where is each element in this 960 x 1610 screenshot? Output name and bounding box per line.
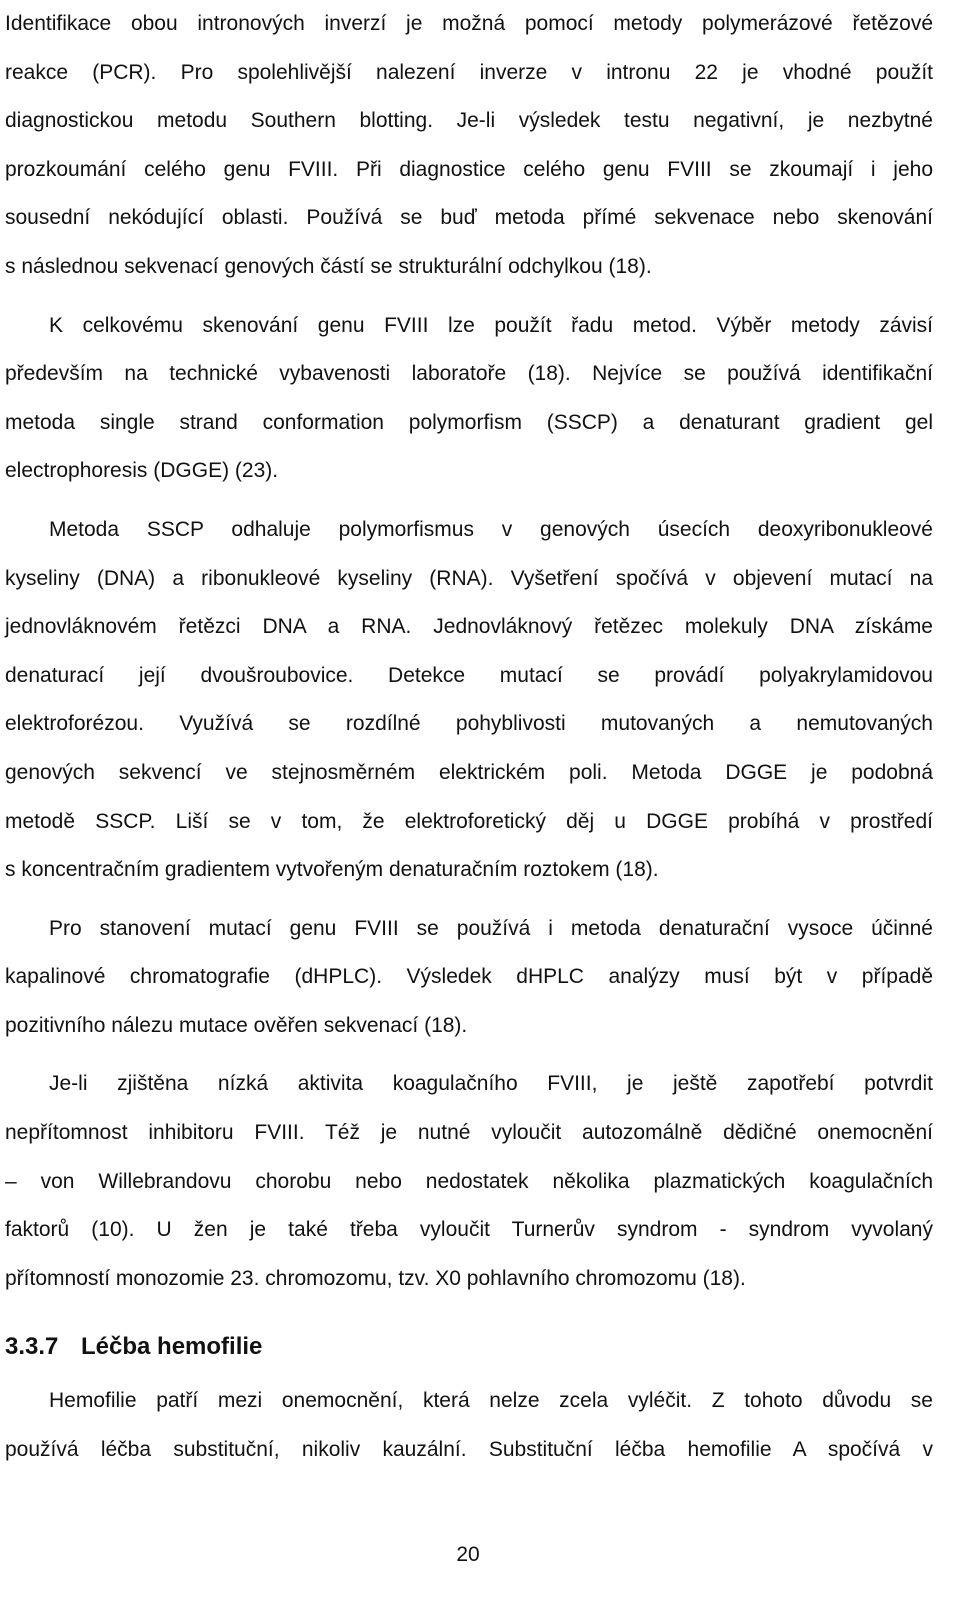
section-heading	[5, 1323, 933, 1371]
text-line: sousední nekódující oblasti. Používá se buď metoda přímé sekvenace nebo skenování	[5, 206, 933, 230]
paragraph-inhibitor-check	[5, 1060, 933, 1303]
text-line: diagnostickou metodu Southern blotting. Je-li výsledek testu negativní, je nezbytné	[5, 109, 933, 133]
text-line: electrophoresis (DGGE) (23).	[5, 459, 279, 483]
text-line: denaturací její dvoušroubovice. Detekce mutací se provádí polyakrylamidovou	[5, 663, 933, 687]
paragraph-spacer	[5, 496, 933, 506]
text-line: – von Willebrandovu chorobu nebo nedostatek několika plazmatických koagulačních	[5, 1169, 933, 1193]
paragraph-dhplc	[5, 905, 933, 1051]
text-line: metodě SSCP. Liší se v tom, že elektroforetický děj u DGGE probíhá v prostředí	[5, 809, 933, 833]
text-line: Hemofilie patří mezi onemocnění, která nelze zcela vyléčit. Z tohoto důvodu se	[49, 1389, 933, 1413]
text-line: s následnou sekvenací genových částí se strukturální odchylkou (18).	[5, 254, 652, 278]
page-number: 20	[456, 1543, 480, 1566]
paragraph-spacer	[5, 895, 933, 905]
section-number: 3.3.7	[5, 1333, 59, 1361]
text-line: kyseliny (DNA) a ribonukleové kyseliny (RNA). Vyšetření spočívá v objevení mutací na	[5, 566, 933, 590]
text-line: kapalinové chromatografie (dHPLC). Výsledek dHPLC analýzy musí být v případě	[5, 965, 933, 989]
text-line: Metoda SSCP odhaluje polymorfismus v genových úsecích deoxyribonukleové	[49, 517, 933, 541]
paragraph-scanning-methods	[5, 302, 933, 496]
text-line: Identifikace obou intronových inverzí je možná pomocí metody polymerázové řetězové	[5, 12, 933, 35]
text-line: prozkoumání celého genu FVIII. Při diagnostice celého genu FVIII se zkoumají i jeho	[5, 157, 933, 181]
paragraph-spacer	[5, 1050, 933, 1060]
text-line: faktorů (10). U žen je také třeba vyloučit Turnerův syndrom - syndrom vyvolaný	[5, 1218, 933, 1242]
paragraph-pcr-diagnostics	[5, 0, 933, 292]
text-line: metoda single strand conformation polymorfism (SSCP) a denaturant gradient gel	[5, 410, 933, 434]
text-line: jednovláknovém řetězci DNA a RNA. Jednovláknový řetězec molekuly DNA získáme	[5, 615, 933, 639]
document-page	[5, 0, 933, 1475]
text-line: Je-li zjištěna nízká aktivita koagulačního FVIII, je ještě zapotřebí potvrdit	[49, 1072, 933, 1096]
text-line: především na technické vybavenosti laboratoře (18). Nejvíce se používá identifikační	[5, 362, 933, 386]
text-line: Pro stanovení mutací genu FVIII se používá i metoda denaturační vysoce účinné	[49, 916, 933, 940]
text-line: genových sekvencí ve stejnosměrném elektrickém poli. Metoda DGGE je podobná	[5, 760, 933, 784]
paragraph-sscp-method	[5, 506, 933, 895]
text-line: K celkovému skenování genu FVIII lze použít řadu metod. Výběr metody závisí	[49, 313, 933, 337]
text-line: pozitivního nálezu mutace ověřen sekvenací (18).	[5, 1013, 468, 1037]
text-line: používá léčba substituční, nikoliv kauzální. Substituční léčba hemofilie A spočívá v	[5, 1438, 933, 1462]
text-line: nepřítomnost inhibitoru FVIII. Též je nutné vyloučit autozomálně dědičné onemocnění	[5, 1121, 933, 1145]
text-line: elektroforézou. Využívá se rozdílné pohyblivosti mutovaných a nemutovaných	[5, 712, 933, 736]
paragraph-spacer	[5, 292, 933, 302]
paragraph-treatment	[5, 1377, 933, 1474]
text-line: s koncentračním gradientem vytvořeným denaturačním roztokem (18).	[5, 858, 659, 882]
text-line: reakce (PCR). Pro spolehlivější nalezení inverze v intronu 22 je vhodné použít	[5, 60, 933, 84]
section-title: Léčba hemofilie	[81, 1333, 263, 1361]
text-line: přítomností monozomie 23. chromozomu, tzv. X0 pohlavního chromozomu (18).	[5, 1266, 746, 1290]
